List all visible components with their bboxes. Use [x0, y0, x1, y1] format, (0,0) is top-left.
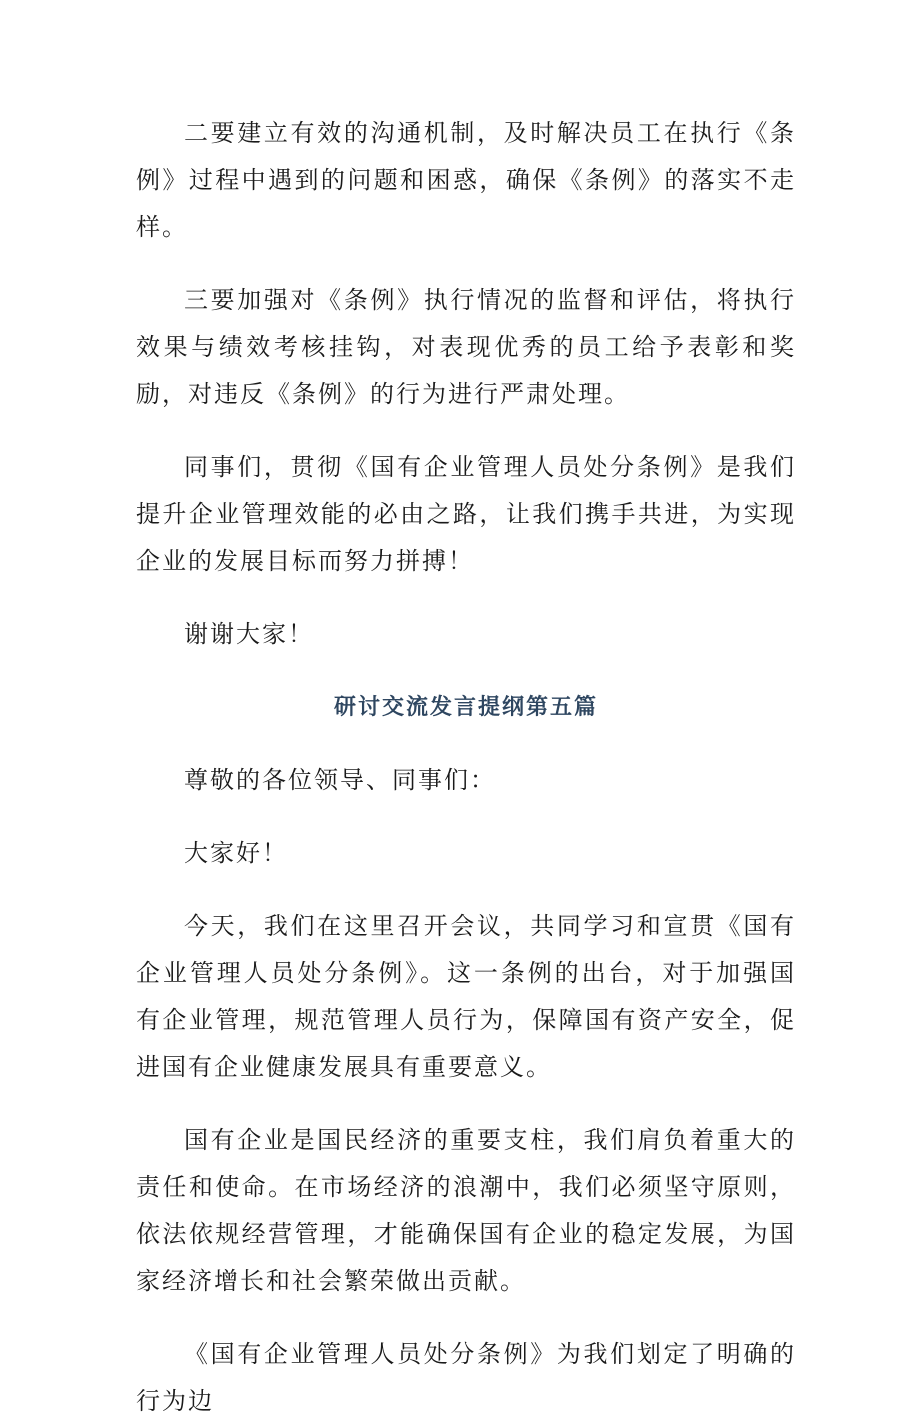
paragraph: 谢谢大家！	[184, 620, 314, 648]
paragraph: 二要建立有效的沟通机制，及时解决员工在执行《条例》过程中遇到的问题和困惑，确保《条例》的落实不走样。	[136, 119, 796, 241]
section-heading: 研讨交流发言提纲第五篇	[333, 695, 598, 720]
paragraph: 今天，我们在这里召开会议，共同学习和宣贯《国有企业管理人员处分条例》。这一条例的出台，对于加强国有企业管理，规范管理人员行为，保障国有资产安全，促进国有企业健康发展具有重要意义。	[136, 912, 796, 1081]
paragraph: 三要加强对《条例》执行情况的监督和评估，将执行效果与绩效考核挂钩，对表现优秀的员工给予表彰和奖励，对违反《条例》的行为进行严肃处理。	[136, 286, 796, 408]
paragraph: 同事们，贯彻《国有企业管理人员处分条例》是我们提升企业管理效能的必由之路，让我们携手共进，为实现企业的发展目标而努力拼搏！	[136, 453, 796, 575]
paragraph: 《国有企业管理人员处分条例》为我们划定了明确的行为边	[136, 1340, 796, 1415]
salutation: 尊敬的各位领导、同事们：	[184, 766, 496, 794]
paragraph: 国有企业是国民经济的重要支柱，我们肩负着重大的责任和使命。在市场经济的浪潮中，我们必须坚守原则，依法依规经营管理，才能确保国有企业的稳定发展，为国家经济增长和社会繁荣做出贡献。	[136, 1126, 796, 1295]
greeting: 大家好！	[184, 839, 288, 867]
document-body	[136, 110, 796, 1425]
